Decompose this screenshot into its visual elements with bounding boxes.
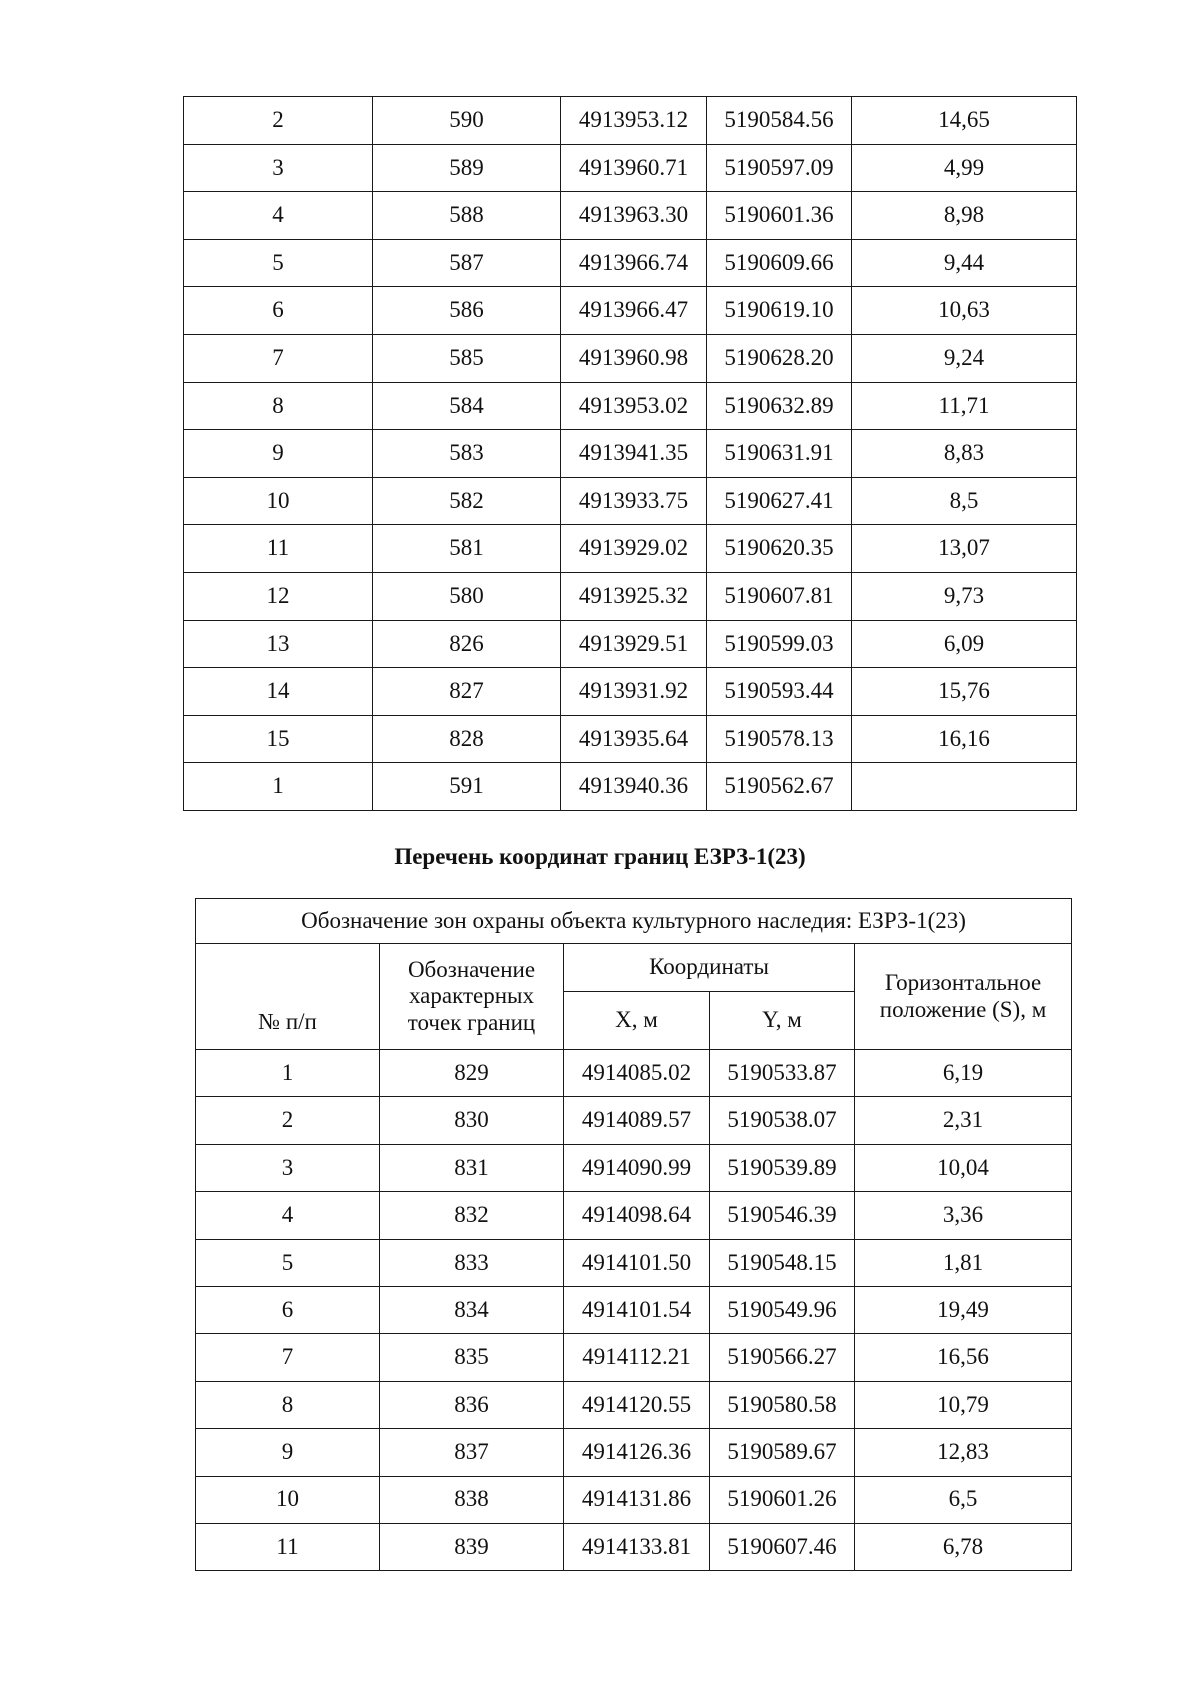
cell-x: 4913925.32 xyxy=(561,572,707,620)
table-row xyxy=(184,97,1077,145)
cell-x: 4914101.54 xyxy=(564,1286,710,1333)
cell-point-id: 832 xyxy=(380,1192,564,1239)
cell-distance xyxy=(852,763,1077,811)
table-row xyxy=(184,239,1077,287)
cell-distance: 8,83 xyxy=(852,430,1077,478)
table-row xyxy=(184,620,1077,668)
table-body xyxy=(184,97,1077,811)
cell-number: 12 xyxy=(184,572,373,620)
cell-point-id: 837 xyxy=(380,1429,564,1476)
cell-x: 4913960.71 xyxy=(561,144,707,192)
cell-point-id: 828 xyxy=(373,715,561,763)
cell-distance: 4,99 xyxy=(852,144,1077,192)
cell-number: 9 xyxy=(184,430,373,478)
cell-point-id: 585 xyxy=(373,334,561,382)
cell-distance: 9,44 xyxy=(852,239,1077,287)
cell-distance: 10,04 xyxy=(855,1144,1072,1191)
cell-distance: 19,49 xyxy=(855,1286,1072,1333)
header-number: № п/п xyxy=(196,944,380,1050)
table-row xyxy=(184,525,1077,573)
table-row xyxy=(196,1144,1072,1191)
cell-x: 4914085.02 xyxy=(564,1050,710,1097)
table-row xyxy=(184,192,1077,240)
table-row xyxy=(184,382,1077,430)
cell-point-id: 580 xyxy=(373,572,561,620)
cell-x: 4914131.86 xyxy=(564,1476,710,1523)
table-row xyxy=(196,1429,1072,1476)
cell-x: 4913953.02 xyxy=(561,382,707,430)
cell-number: 11 xyxy=(196,1523,380,1570)
cell-number: 9 xyxy=(196,1429,380,1476)
cell-x: 4913940.36 xyxy=(561,763,707,811)
cell-number: 11 xyxy=(184,525,373,573)
cell-point-id: 827 xyxy=(373,668,561,716)
cell-point-id: 839 xyxy=(380,1523,564,1570)
cell-point-id: 584 xyxy=(373,382,561,430)
cell-x: 4914098.64 xyxy=(564,1192,710,1239)
cell-distance: 8,98 xyxy=(852,192,1077,240)
cell-distance: 6,78 xyxy=(855,1523,1072,1570)
cell-distance: 10,79 xyxy=(855,1381,1072,1428)
cell-number: 15 xyxy=(184,715,373,763)
cell-distance: 8,5 xyxy=(852,477,1077,525)
header-y: Y, м xyxy=(710,992,855,1050)
table-caption: Обозначение зон охраны объекта культурного наследия: ЕЗРЗ-1(23) xyxy=(196,899,1072,944)
cell-distance: 1,81 xyxy=(855,1239,1072,1286)
cell-y: 5190549.96 xyxy=(710,1286,855,1333)
cell-y: 5190597.09 xyxy=(707,144,852,192)
cell-distance: 6,19 xyxy=(855,1050,1072,1097)
cell-x: 4913931.92 xyxy=(561,668,707,716)
cell-point-id: 838 xyxy=(380,1476,564,1523)
cell-y: 5190609.66 xyxy=(707,239,852,287)
table-row xyxy=(184,715,1077,763)
cell-number: 3 xyxy=(196,1144,380,1191)
table-row xyxy=(196,1523,1072,1570)
cell-number: 6 xyxy=(196,1286,380,1333)
cell-point-id: 830 xyxy=(380,1097,564,1144)
cell-number: 4 xyxy=(196,1192,380,1239)
cell-x: 4914090.99 xyxy=(564,1144,710,1191)
cell-y: 5190627.41 xyxy=(707,477,852,525)
cell-y: 5190566.27 xyxy=(710,1334,855,1381)
cell-point-id: 834 xyxy=(380,1286,564,1333)
cell-y: 5190562.67 xyxy=(707,763,852,811)
cell-point-id: 831 xyxy=(380,1144,564,1191)
cell-y: 5190584.56 xyxy=(707,97,852,145)
cell-number: 8 xyxy=(196,1381,380,1428)
cell-y: 5190632.89 xyxy=(707,382,852,430)
cell-number: 8 xyxy=(184,382,373,430)
cell-number: 7 xyxy=(184,334,373,382)
cell-x: 4913963.30 xyxy=(561,192,707,240)
cell-distance: 16,16 xyxy=(852,715,1077,763)
cell-y: 5190593.44 xyxy=(707,668,852,716)
cell-y: 5190548.15 xyxy=(710,1239,855,1286)
table-row xyxy=(196,1239,1072,1286)
table-row xyxy=(184,334,1077,382)
table-row xyxy=(196,1334,1072,1381)
table-row xyxy=(196,1192,1072,1239)
header-x: X, м xyxy=(564,992,710,1050)
cell-distance: 15,76 xyxy=(852,668,1077,716)
cell-distance: 9,24 xyxy=(852,334,1077,382)
cell-point-id: 581 xyxy=(373,525,561,573)
cell-distance: 13,07 xyxy=(852,525,1077,573)
cell-y: 5190601.26 xyxy=(710,1476,855,1523)
cell-number: 3 xyxy=(184,144,373,192)
cell-point-id: 833 xyxy=(380,1239,564,1286)
cell-number: 7 xyxy=(196,1334,380,1381)
cell-number: 4 xyxy=(184,192,373,240)
cell-x: 4913935.64 xyxy=(561,715,707,763)
cell-number: 14 xyxy=(184,668,373,716)
cell-point-id: 835 xyxy=(380,1334,564,1381)
cell-x: 4913929.51 xyxy=(561,620,707,668)
table-row xyxy=(196,1286,1072,1333)
cell-distance: 6,09 xyxy=(852,620,1077,668)
cell-x: 4913929.02 xyxy=(561,525,707,573)
header-coordinates: Координаты xyxy=(564,944,855,992)
cell-x: 4914101.50 xyxy=(564,1239,710,1286)
cell-number: 10 xyxy=(184,477,373,525)
cell-distance: 2,31 xyxy=(855,1097,1072,1144)
cell-y: 5190628.20 xyxy=(707,334,852,382)
cell-point-id: 836 xyxy=(380,1381,564,1428)
cell-x: 4914133.81 xyxy=(564,1523,710,1570)
cell-y: 5190589.67 xyxy=(710,1429,855,1476)
cell-point-id: 591 xyxy=(373,763,561,811)
cell-distance: 14,65 xyxy=(852,97,1077,145)
cell-y: 5190580.58 xyxy=(710,1381,855,1428)
cell-distance: 10,63 xyxy=(852,287,1077,335)
table-row xyxy=(184,477,1077,525)
cell-y: 5190601.36 xyxy=(707,192,852,240)
cell-y: 5190599.03 xyxy=(707,620,852,668)
cell-point-id: 582 xyxy=(373,477,561,525)
cell-y: 5190607.81 xyxy=(707,572,852,620)
cell-x: 4913966.74 xyxy=(561,239,707,287)
header-row-1 xyxy=(196,944,1072,992)
cell-distance: 11,71 xyxy=(852,382,1077,430)
cell-number: 5 xyxy=(184,239,373,287)
cell-y: 5190538.07 xyxy=(710,1097,855,1144)
cell-y: 5190619.10 xyxy=(707,287,852,335)
cell-y: 5190546.39 xyxy=(710,1192,855,1239)
table-row xyxy=(184,287,1077,335)
cell-number: 1 xyxy=(196,1050,380,1097)
cell-point-id: 587 xyxy=(373,239,561,287)
table-row xyxy=(196,1476,1072,1523)
cell-point-id: 826 xyxy=(373,620,561,668)
table-row xyxy=(184,430,1077,478)
cell-distance: 6,5 xyxy=(855,1476,1072,1523)
header-horizontal-position: Горизонтальное положение (S), м xyxy=(855,944,1072,1050)
cell-number: 2 xyxy=(196,1097,380,1144)
table-row xyxy=(196,1381,1072,1428)
cell-x: 4913960.98 xyxy=(561,334,707,382)
cell-number: 2 xyxy=(184,97,373,145)
table-row xyxy=(184,572,1077,620)
cell-y: 5190631.91 xyxy=(707,430,852,478)
cell-distance: 3,36 xyxy=(855,1192,1072,1239)
cell-x: 4913933.75 xyxy=(561,477,707,525)
cell-x: 4913953.12 xyxy=(561,97,707,145)
caption-row xyxy=(196,899,1072,944)
cell-x: 4914089.57 xyxy=(564,1097,710,1144)
cell-x: 4913941.35 xyxy=(561,430,707,478)
cell-y: 5190539.89 xyxy=(710,1144,855,1191)
table-row xyxy=(184,144,1077,192)
section-title: Перечень координат границ ЕЗРЗ-1(23) xyxy=(394,844,806,869)
cell-point-id: 589 xyxy=(373,144,561,192)
table-row xyxy=(196,1097,1072,1144)
cell-number: 1 xyxy=(184,763,373,811)
cell-x: 4914120.55 xyxy=(564,1381,710,1428)
cell-x: 4914112.21 xyxy=(564,1334,710,1381)
table-row xyxy=(184,668,1077,716)
cell-number: 13 xyxy=(184,620,373,668)
cell-point-id: 588 xyxy=(373,192,561,240)
cell-y: 5190620.35 xyxy=(707,525,852,573)
table-body xyxy=(196,1050,1072,1571)
cell-y: 5190578.13 xyxy=(707,715,852,763)
table-row xyxy=(184,763,1077,811)
header-points: Обозначение характерных точек границ xyxy=(380,944,564,1050)
table-row xyxy=(196,1050,1072,1097)
cell-number: 10 xyxy=(196,1476,380,1523)
cell-distance: 9,73 xyxy=(852,572,1077,620)
ezrz-coordinates-table xyxy=(195,898,1072,1571)
cell-number: 5 xyxy=(196,1239,380,1286)
cell-number: 6 xyxy=(184,287,373,335)
coordinates-table-continued xyxy=(183,96,1077,811)
cell-distance: 16,56 xyxy=(855,1334,1072,1381)
cell-point-id: 583 xyxy=(373,430,561,478)
cell-y: 5190533.87 xyxy=(710,1050,855,1097)
table-header xyxy=(196,899,1072,1050)
cell-point-id: 590 xyxy=(373,97,561,145)
cell-point-id: 586 xyxy=(373,287,561,335)
cell-y: 5190607.46 xyxy=(710,1523,855,1570)
cell-x: 4914126.36 xyxy=(564,1429,710,1476)
cell-distance: 12,83 xyxy=(855,1429,1072,1476)
cell-x: 4913966.47 xyxy=(561,287,707,335)
cell-point-id: 829 xyxy=(380,1050,564,1097)
